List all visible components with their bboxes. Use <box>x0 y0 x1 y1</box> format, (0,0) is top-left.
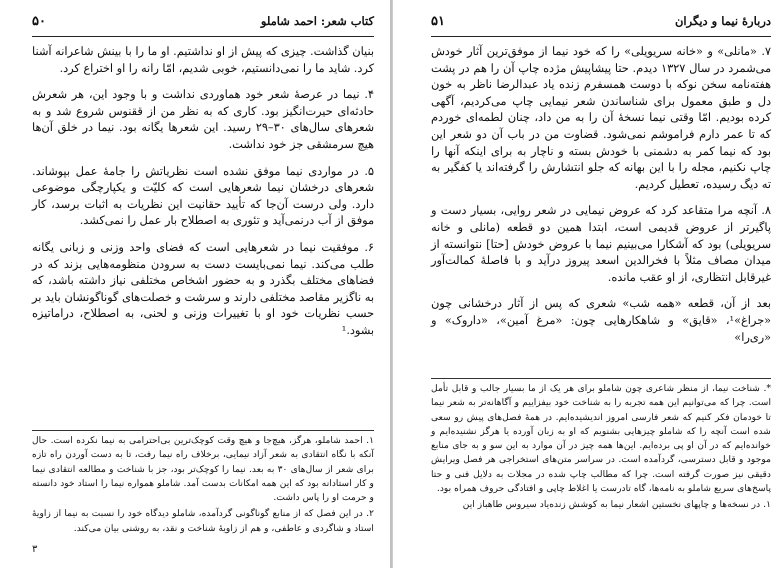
right-footnote: *. شناخت نیما، از منظر شاعری چون شاملو برای هر یک از ما بسیار جالب و قابل تأمل است. چرا که می‌توانیم این همه تجربه را به شناخت خود بیفزاییم و آگاهانه‌تر به شعر نیما تا خودمان فکر کنیم که شعر فارسی امروز اندیشیده‌ایم. در همهٔ فصل‌های پیش رو سعی شده است آنچه را که شاملو چیزهایی بشنویم که او به زبان آورده یا هرگز نشنیده‌ایم و خوانده‌ایم که در آن او پی برده‌ایم. این‌ها همه چیز در آن موارد به این سو و به جای منابع موجود و قابل دسترسی، گردآمده است. در سراسر متن‌های استخراجی هر فصل ویرایش دقیقی نیز صورت گرفته است. چرا که مطالب چاپ شده در مجلات به دلایل فنی و حتا پاسخ‌های سریع شاملو به نامه‌ها، گاه تادرست یا اغلاط چاپی و افتادگی حروف همراه بود. <box>431 383 771 495</box>
left-bottom-mark: ۳ <box>32 544 38 555</box>
right-page-number: ۵۱ <box>431 14 445 29</box>
left-running-title: کتاب شعر: احمد شاملو <box>260 14 374 28</box>
right-body-text <box>431 44 771 356</box>
left-page <box>0 0 390 568</box>
right-paragraph: بعد از آن، قطعه «همه شب» شعری که پس از آثار درخشانی چون «جراغ»¹، «قایق» و شاهکارهایی چون: «مرغ آمین»، «داروک» و «ری‌را» <box>431 297 771 344</box>
left-paragraph: ۶. موفقیت نیما در شعرهایی است که فضای واحد وزنی و زبانی یگانه طلب می‌کند. نیما نمی‌بایست دست به سرودن منظومه‌هایی بزند که در فضاهای مختلف بگذرد و به حضور اشخاص مختلفی نیاز داشته باشد، که به ناگزیر مقاصد مختلفی دارند و سرشت و خصلت‌های گوناگونشان باید بر حسب نظریات خود او با تغییرات وزنی و لحنی، به اصطلاح، دراماتیزه بشود.¹ <box>32 240 374 337</box>
right-running-head <box>431 14 771 32</box>
right-header-rule <box>431 36 771 37</box>
left-footnotes <box>32 434 374 538</box>
left-header-rule <box>32 36 374 37</box>
left-paragraph: ۴. نیما در عرصهٔ شعر خود هماوردی نداشت و با وجود این، هر شعرش حادثه‌ای حیرت‌انگیز بود. کاری که به نظر من از ققنوس شروع شد و به شعرهای سال‌های ۳۰–۲۹ رسید. این شعرها یگانه بود. نیما در خلق آن‌ها هیچ سرمشقی جز خود نداشت. <box>32 88 374 151</box>
right-footnotes <box>431 382 771 515</box>
left-footnote: ۱. احمد شاملو، هرگز، هیچ‌جا و هیچ وقت کوچک‌ترین بی‌احترامی به نیما نکرده است. حال آنکه با نگاه انتقادی به شعر آزاد نیمایی، برخلاف راه نیما رفت، تا به دست آوردن راه تازه برای شعر از سال‌های ۳۰ به بعد. نیما را کوچک‌تر بود، جز با شناخت و مطالعه انتقادی نیما و کار استادانه بود که این همه امکانات بدست آمد. شاملو همواره نیما را استاد خود دانسته و حرمت او را پاس داشت. <box>32 435 374 504</box>
left-footnote: ۲. در این فصل که از منابع گوناگونی گردآمده، شاملو دیدگاه خود را نسبت به نیما از زاویهٔ استاد و شاگردی و عاطفی، و هم از زاویهٔ شناخت و نقد، به روشنی بیان می‌کند. <box>32 508 374 534</box>
right-page <box>393 0 783 568</box>
left-paragraph: بنیان گذاشت. چیزی که پیش از او نداشتیم. او ما را با بینش شاعرانه آشنا کرد. شاید ما را نمی‌دانستیم، خوبی شدیم، امّا رانه را او اختراع کرد. <box>32 45 374 75</box>
left-footnote-rule <box>32 430 374 431</box>
right-running-title: دربارهٔ نیما و دیگران <box>674 14 771 28</box>
right-footnote-rule <box>431 378 771 379</box>
left-running-head <box>32 14 374 32</box>
left-page-number: ۵۰ <box>32 14 46 29</box>
left-body-text <box>32 44 374 350</box>
right-footnote: ۱. در نسخه‌ها و چاپهای نخستین اشعار نیما به کوشش زنده‌یاد سیروس طاهباز این <box>462 499 771 511</box>
right-paragraph: ۸. آنچه مرا متقاعد کرد که عروض نیمایی در شعر روایی، بسیار دست و پاگیرتر از عروض قدیمی است، ابتدا همین دو قطعه (مانلی و خانه سریویلی) بود که آشکارا می‌بینیم نیما با عروض خودش [حتا] نتوانسته از میدان مصاف مثلاً با فخرالدین اسعد پیروز درآید و با فاصلهٔ کمالت‌آور غیرقابل انتظاری، از او عقب مانده. <box>431 204 771 284</box>
left-paragraph: ۵. در مواردی نیما موفق نشده است نظریاتش را جامهٔ عمل بپوشاند. شعرهای درخشان نیما شعرهایی است که کلیّت و یکپارچگی موضوعی دارد. ولی درست آن‌جا که تأیید حقانیت این نظریات به اثبات برسد، کار موفق از آب درنمی‌آید و تئوری به اصطلاح بار عمل را نمی‌کشد. <box>32 164 374 228</box>
right-paragraph: ۷. «مانلی» و «خانه سریویلی» را که خود نیما از موفق‌ترین آثار خودش می‌شمرد در سال ۱۳۲۷ دیدم. حتا پیشاپیش مژده چاپ آن را هم در پشت هفته‌نامه سخن نوکه با دوست همسفرم زنده یاد عبدالرضا ناظر به خون دل و طبق معمول برای شناساندن شعر نیمایی چاپ می‌کردیم، آگهی کرده بودیم. امّا وقتی نیما نسخهٔ آن را به من داد، چنان لطمه‌ای خوردم که تا عمر دارم فراموشم نمی‌شود. قضاوت من در باب آن دو شعر این بود که نیما کمر به دشمنی با خودش بسته و ناچار به برای اینکه آنها را چاپ نکنیم، مجله را با این بهانه که جلو انتشارش را گرفته‌اند یا کفگیر به ته دیگ رسیده، تعطیل کردیم. <box>431 45 772 191</box>
